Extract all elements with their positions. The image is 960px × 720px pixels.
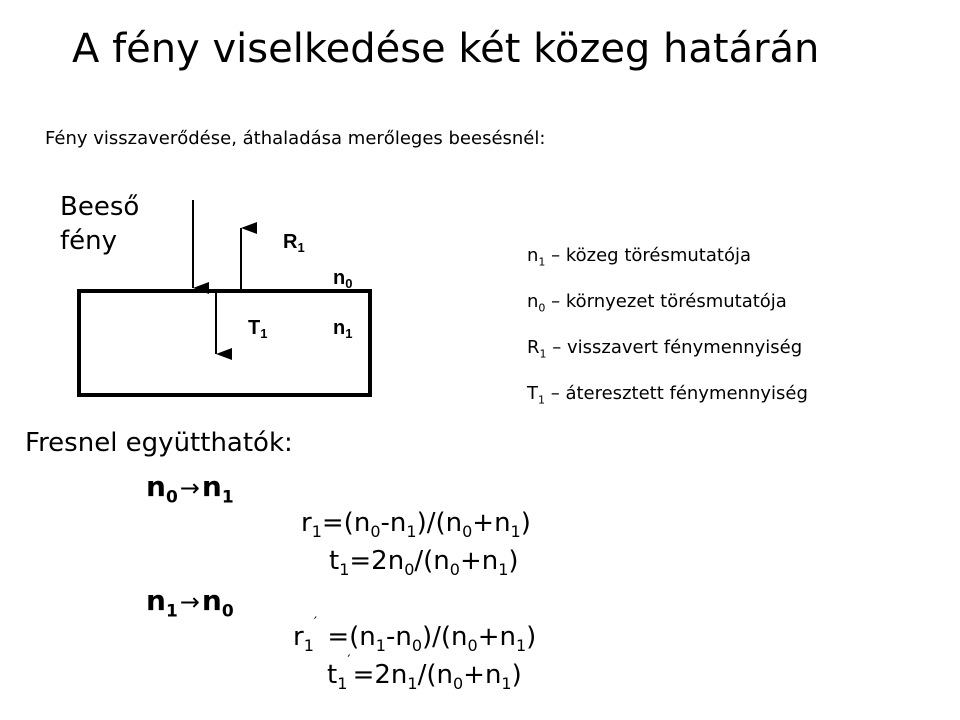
symbol-legend [527, 238, 808, 422]
label-n1: $n_1$ [333, 317, 353, 341]
direction-n1-to-n0: $n_1\to n_0$ [146, 584, 234, 622]
fresnel-heading: Fresnel együtthatók: [25, 428, 293, 458]
legend-item: $n_1$ – közeg törésmutatója [527, 245, 751, 269]
page-title: A fény viselkedése két közeg határán [72, 26, 820, 72]
formula-r1-prime: $r_1' =(n_1-n_0)/(n_0+n_1)$ [293, 615, 537, 656]
legend-item: $n_0$ – környezet törésmutatója [527, 291, 787, 315]
medium-block [79, 291, 370, 395]
formula-r1: $r_1=(n_0-n_1)/(n_0+n_1)$ [301, 508, 531, 542]
label-r1: $R_1$ [283, 231, 305, 255]
formula-t1: $t_1=2n_0/(n_0+n_1)$ [329, 546, 519, 580]
incident-label-line2: fény [60, 226, 118, 256]
label-n0: $n_0$ [333, 267, 353, 291]
incident-label-line1: Beeső [60, 192, 140, 222]
subtitle: Fény visszaverődése, áthaladása merőleges beesésnél: [45, 128, 546, 149]
formula-t1-prime: $t_1'=2n_1/(n_0+n_1)$ [327, 653, 522, 694]
direction-n0-to-n1: $n_0\to n_1$ [146, 470, 234, 508]
legend-item: $R_1$ – visszavert fénymennyiség [527, 337, 803, 361]
legend-item: $T_1$ – áteresztett fénymennyiség [527, 383, 808, 407]
label-t1: $T_1$ [248, 317, 268, 341]
